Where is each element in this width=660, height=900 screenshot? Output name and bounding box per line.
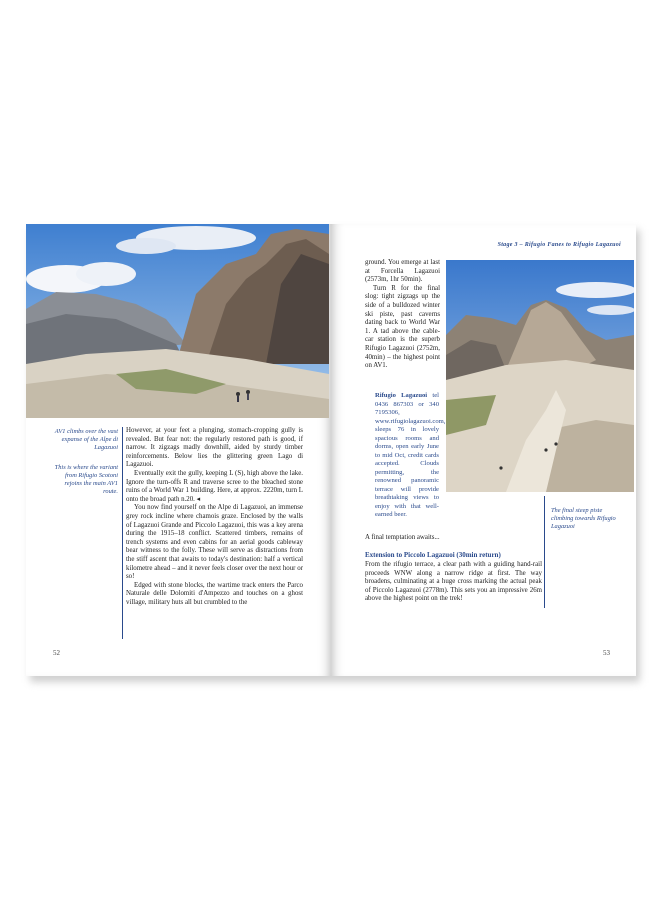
temptation-line: A final temptation awaits... [365,534,440,541]
rifugio-info-box [375,392,446,520]
rifugio-name: Rifugio Lagazuoi [375,392,428,399]
side-note: This is where the variant from Rifugio Scotoni rejoins the main AV1 route. [54,464,118,495]
margin-rule [544,496,545,608]
open-guidebook [26,224,636,676]
paragraph: ground. You emerge at last at Forcella Lagazuoi (2573m, 1hr 50min). [365,259,440,284]
running-header: Stage 3 – Rifugio Fanes to Rifugio Lagazuoi [497,242,621,248]
page-number: 52 [53,649,60,657]
left-body-text [126,427,303,607]
photo-caption: The final steep piste climbing towards Rifugio Lagazuoi [551,507,616,530]
right-column-text [365,259,440,371]
rifugio-details: tel 0436 867303 or 340 7195306, www.rifugiolagazuoi.com, sleeps 76 in lovely spacious rooms and dorms, open early June to mid Oct, credit cards accepted. Clouds permitting, the renowned panoramic terrace will provide breathtaking views to enjoy with that well-earned beer. [375,392,446,518]
left-page [26,224,331,676]
photo-piste-to-lagazuoi [446,260,634,492]
margin-rule [122,427,123,639]
page-number: 53 [603,649,610,657]
right-page [331,224,636,676]
extension-heading: Extension to Piccolo Lagazuoi (30min return) [365,551,501,559]
paragraph: Edged with stone blocks, the wartime track enters the Parco Naturale delle Dolomiti d'Ampezzo and touches on a ghost village, military huts all but crumbled to the [126,581,303,606]
paragraph: Eventually exit the gully, keeping L (S), high above the lake. Ignore the turn-offs R and traverse scree to the bleached stone ruins of a World War 1 building. Here, at approx. 2220m, turn L onto the broad path n.20. ◂ [126,469,303,503]
photo-caption: AV1 climbs over the vast expanse of the Alpe di Lagazuoi [54,428,118,451]
photo-alpe-di-lagazuoi [26,224,329,418]
paragraph: You now find yourself on the Alpe di Lagazuoi, an immense grey rock incline where chamois graze. Enclosed by the walls of Lagazuoi Grande and Piccolo Lagazuoi, this was a key arena during the 1915–18 conflict. Scattered timbers, remains of trench systems and even cabins for an aerial goods cableway bear witness to the folly. These will serve as distractions from the stiff ascent that awaits to today's destination: half a vertical kilometre ahead – and it never feels closer over the next hour or so! [126,504,303,581]
paragraph: Turn R for the final slog: tight zigzags up the side of a bulldozed winter ski piste, past caverns dating back to World War 1. A tad above the cable-car station is the superb Rifugio Lagazuoi (2752m, 40min) – the highest point on AV1. [365,284,440,370]
paragraph: However, at your feet a plunging, stomach-cropping gully is revealed. But fear not: the regularly restored path is good, if narrow. It zigzags madly downhill, aided by sturdy timber reinforcements. Below lies the glittering green Lago di Lagazuoi. [126,427,303,469]
extension-text: From the rifugio terrace, a clear path with a guiding hand-rail proceeds WNW along a narrow ridge at first. The way broadens, culminating at a huge cross marking the actual peak of Piccolo Lagazuoi (2778m). This sets you an impressive 26m above the highest point on the trek! [365,561,542,603]
